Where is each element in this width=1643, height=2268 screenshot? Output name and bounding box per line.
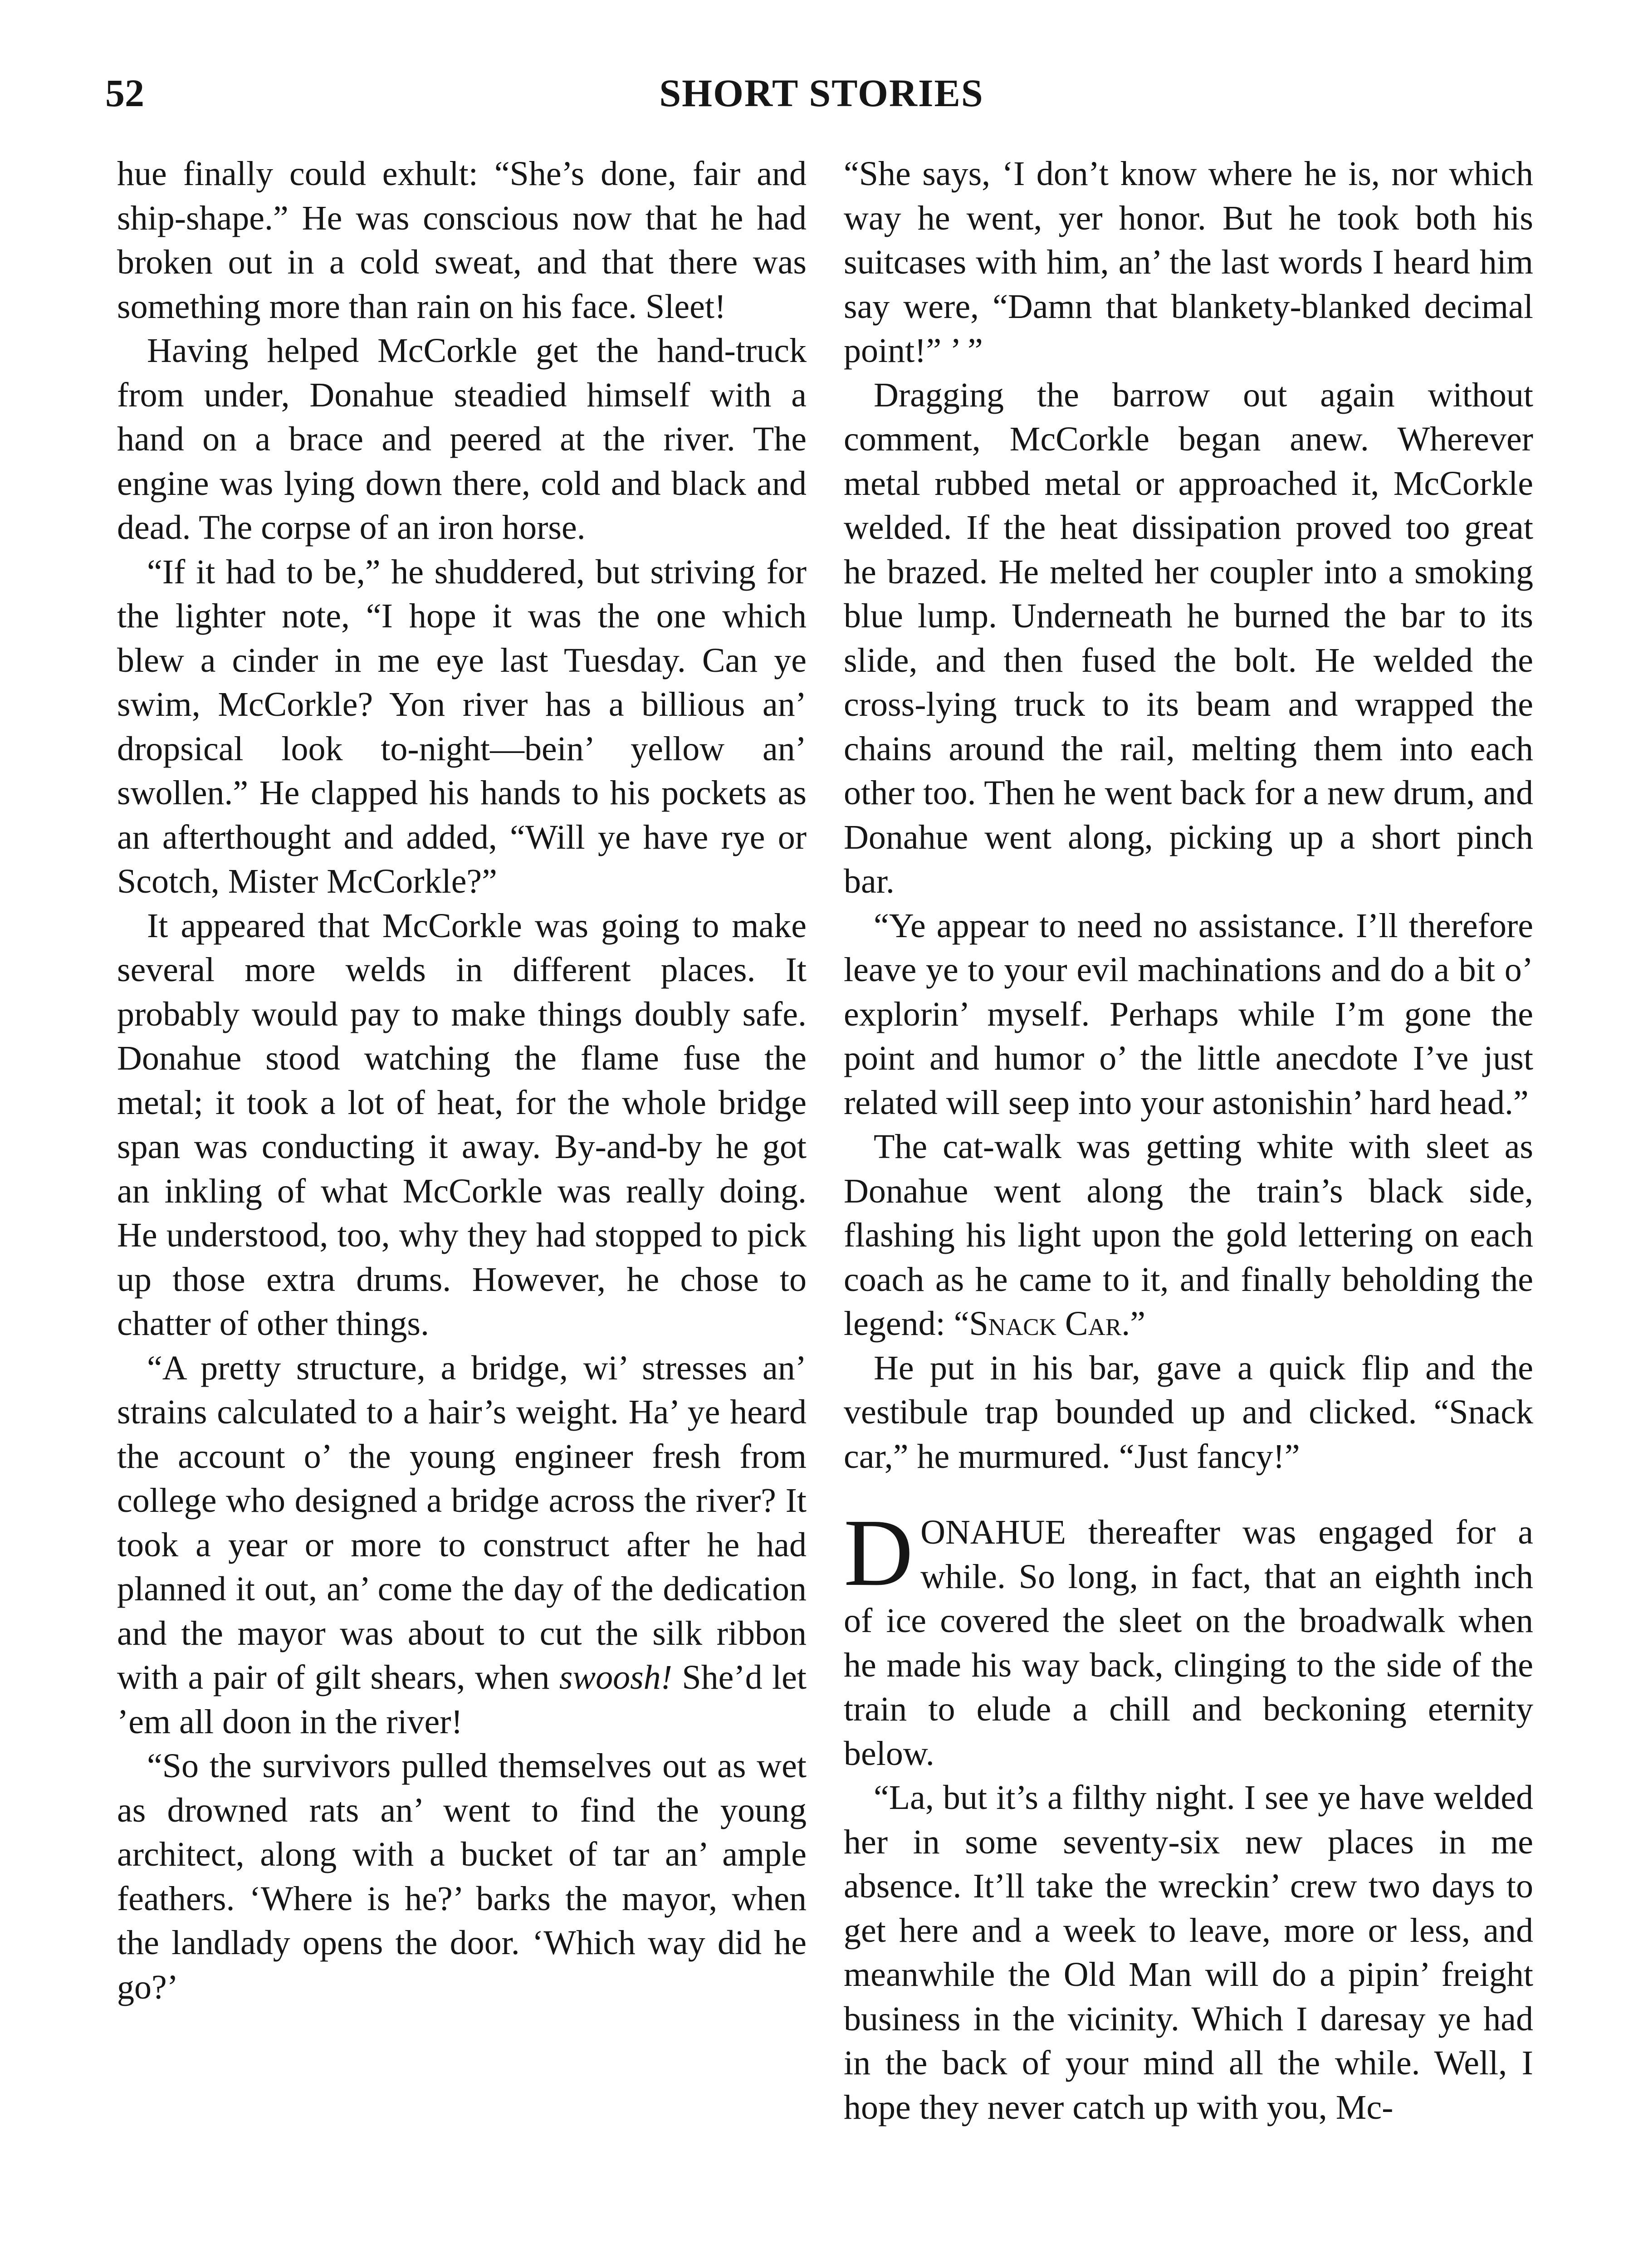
page-number: 52 (105, 71, 144, 115)
paragraph: Dragging the barrow out again without comment, McCorkle began anew. Wherever metal rubbed metal or approached it, McCorkle welded. If the heat dissipation proved too great he brazed. He melted her coupler into a smoking blue lump. Underneath he burned the bar to its slide, and then fused the bolt. He welded the cross-lying truck to its beam and wrapped the chains around the rail, melting them into each other too. Then he went back for a new drum, and Donahue went along, picking up a short pinch bar. (844, 376, 1533, 900)
paragraph: “Ye appear to need no assistance. I’ll therefore leave ye to your evil machinations and do a bit o’ explorin’ myself. Perhaps while I’m gone the point and humor o’ the little anecdote I’ve just related will seep into your astonishin’ hard head.” (844, 906, 1533, 1122)
right-column (844, 152, 1533, 2130)
paragraph-text: She’d let ’em all doon in the river! (117, 1658, 807, 1741)
section-opening-paragraph (844, 1499, 1534, 1776)
paragraph: “So the survivors pulled themselves out as wet as drowned rats an’ went to find the young architect, along with a bucket of tar an’ ample feathers. ‘Where is he?’ barks the mayor, when the landlady opens the door. ‘Which way did he go?’ (117, 1747, 807, 2006)
italic-word: swoosh! (559, 1658, 672, 1696)
paragraph: “She says, ‘I don’t know where he is, nor which way he went, yer honor. But he took both his suitcases with him, an’ the last words I heard him say were, “Damn that blankety-blanked decimal point!” ’ ” (844, 155, 1533, 370)
paragraph-text: The cat-walk was getting white with sleet as Donahue went along the train’s black side, flashing his light upon the gold lettering on each coach as he came to it, and finally beholding the legend: (844, 1128, 1533, 1343)
paragraph: “La, but it’s a filthy night. I see ye have welded her in some seventy-six new places in me absence. It’ll take the wreckin’ crew two days to get here and a week to leave, more or less, and meanwhile the Old Man will do a pipin’ freight business in the vicinity. Which I daresay ye had in the back of your mind all the while. Well, I hope they never catch up with you, Mc- (844, 1779, 1533, 2126)
left-column (117, 152, 807, 2009)
paragraph: “If it had to be,” he shuddered, but striving for the lighter note, “I hope it was the one which blew a cinder in me eye last Tuesday. Can ye swim, McCorkle? Yon river has a billious an’ dropsical look to-night—bein’ yellow an’ swollen.” He clapped his hands to his pockets as an afterthought and added, “Will ye have rye or Scotch, Mister McCorkle?” (117, 552, 807, 900)
lead-in-word: ONAHUE (920, 1513, 1066, 1551)
paragraph (844, 1125, 1533, 1346)
paragraph-text: “A pretty structure, a bridge, wi’ stresses an’ strains calculated to a hair’s weight. Ha’ ye heard the account o’ the young engineer fresh from college who designed a bridge across the river? It took a year or more to construct after he had planned it out, an’ come the day of the dedication and the mayor was about to cut the silk ribbon with a pair of gilt shears, when (117, 1349, 807, 1696)
paragraph: It appeared that McCorkle was going to make several more welds in different places. It probably would pay to make things doubly safe. Donahue stood watching the flame fuse the metal; it took a lot of heat, for the whole bridge span was conducting it away. By-and-by he got an inkling of what McCorkle was really doing. He understood, too, why they had stopped to pick up those extra drums. However, he chose to chatter of other things. (117, 906, 807, 1343)
paragraph: hue finally could exhult: “She’s done, fair and ship-shape.” He was conscious now that he had broken out in a cold sweat, and that there was something more than rain on his face. Sleet! (117, 155, 807, 326)
running-head: SHORT STORIES (659, 71, 984, 115)
paragraph-text: thereafter was engaged for a while. So long, in fact, that an eighth inch of ice covered the sleet on the broadwalk when he made his way back, clinging to the side of the train to elude a chill and beckoning eternity below. (844, 1513, 1534, 1773)
paragraph: He put in his bar, gave a quick flip and the vestibule trap bounded up and clicked. “Snack car,” he murmured. “Just fancy!” (844, 1349, 1533, 1476)
drop-cap: D (844, 1499, 914, 1606)
small-caps-legend: “Snack Car.” (954, 1305, 1145, 1343)
page-header (0, 68, 1643, 127)
paragraph: Having helped McCorkle get the hand-truck from under, Donahue steadied himself with a hand on a brace and peered at the river. The engine was lying down there, cold and black and dead. The corpse of an iron horse. (117, 332, 807, 547)
paragraph (117, 1346, 807, 1745)
